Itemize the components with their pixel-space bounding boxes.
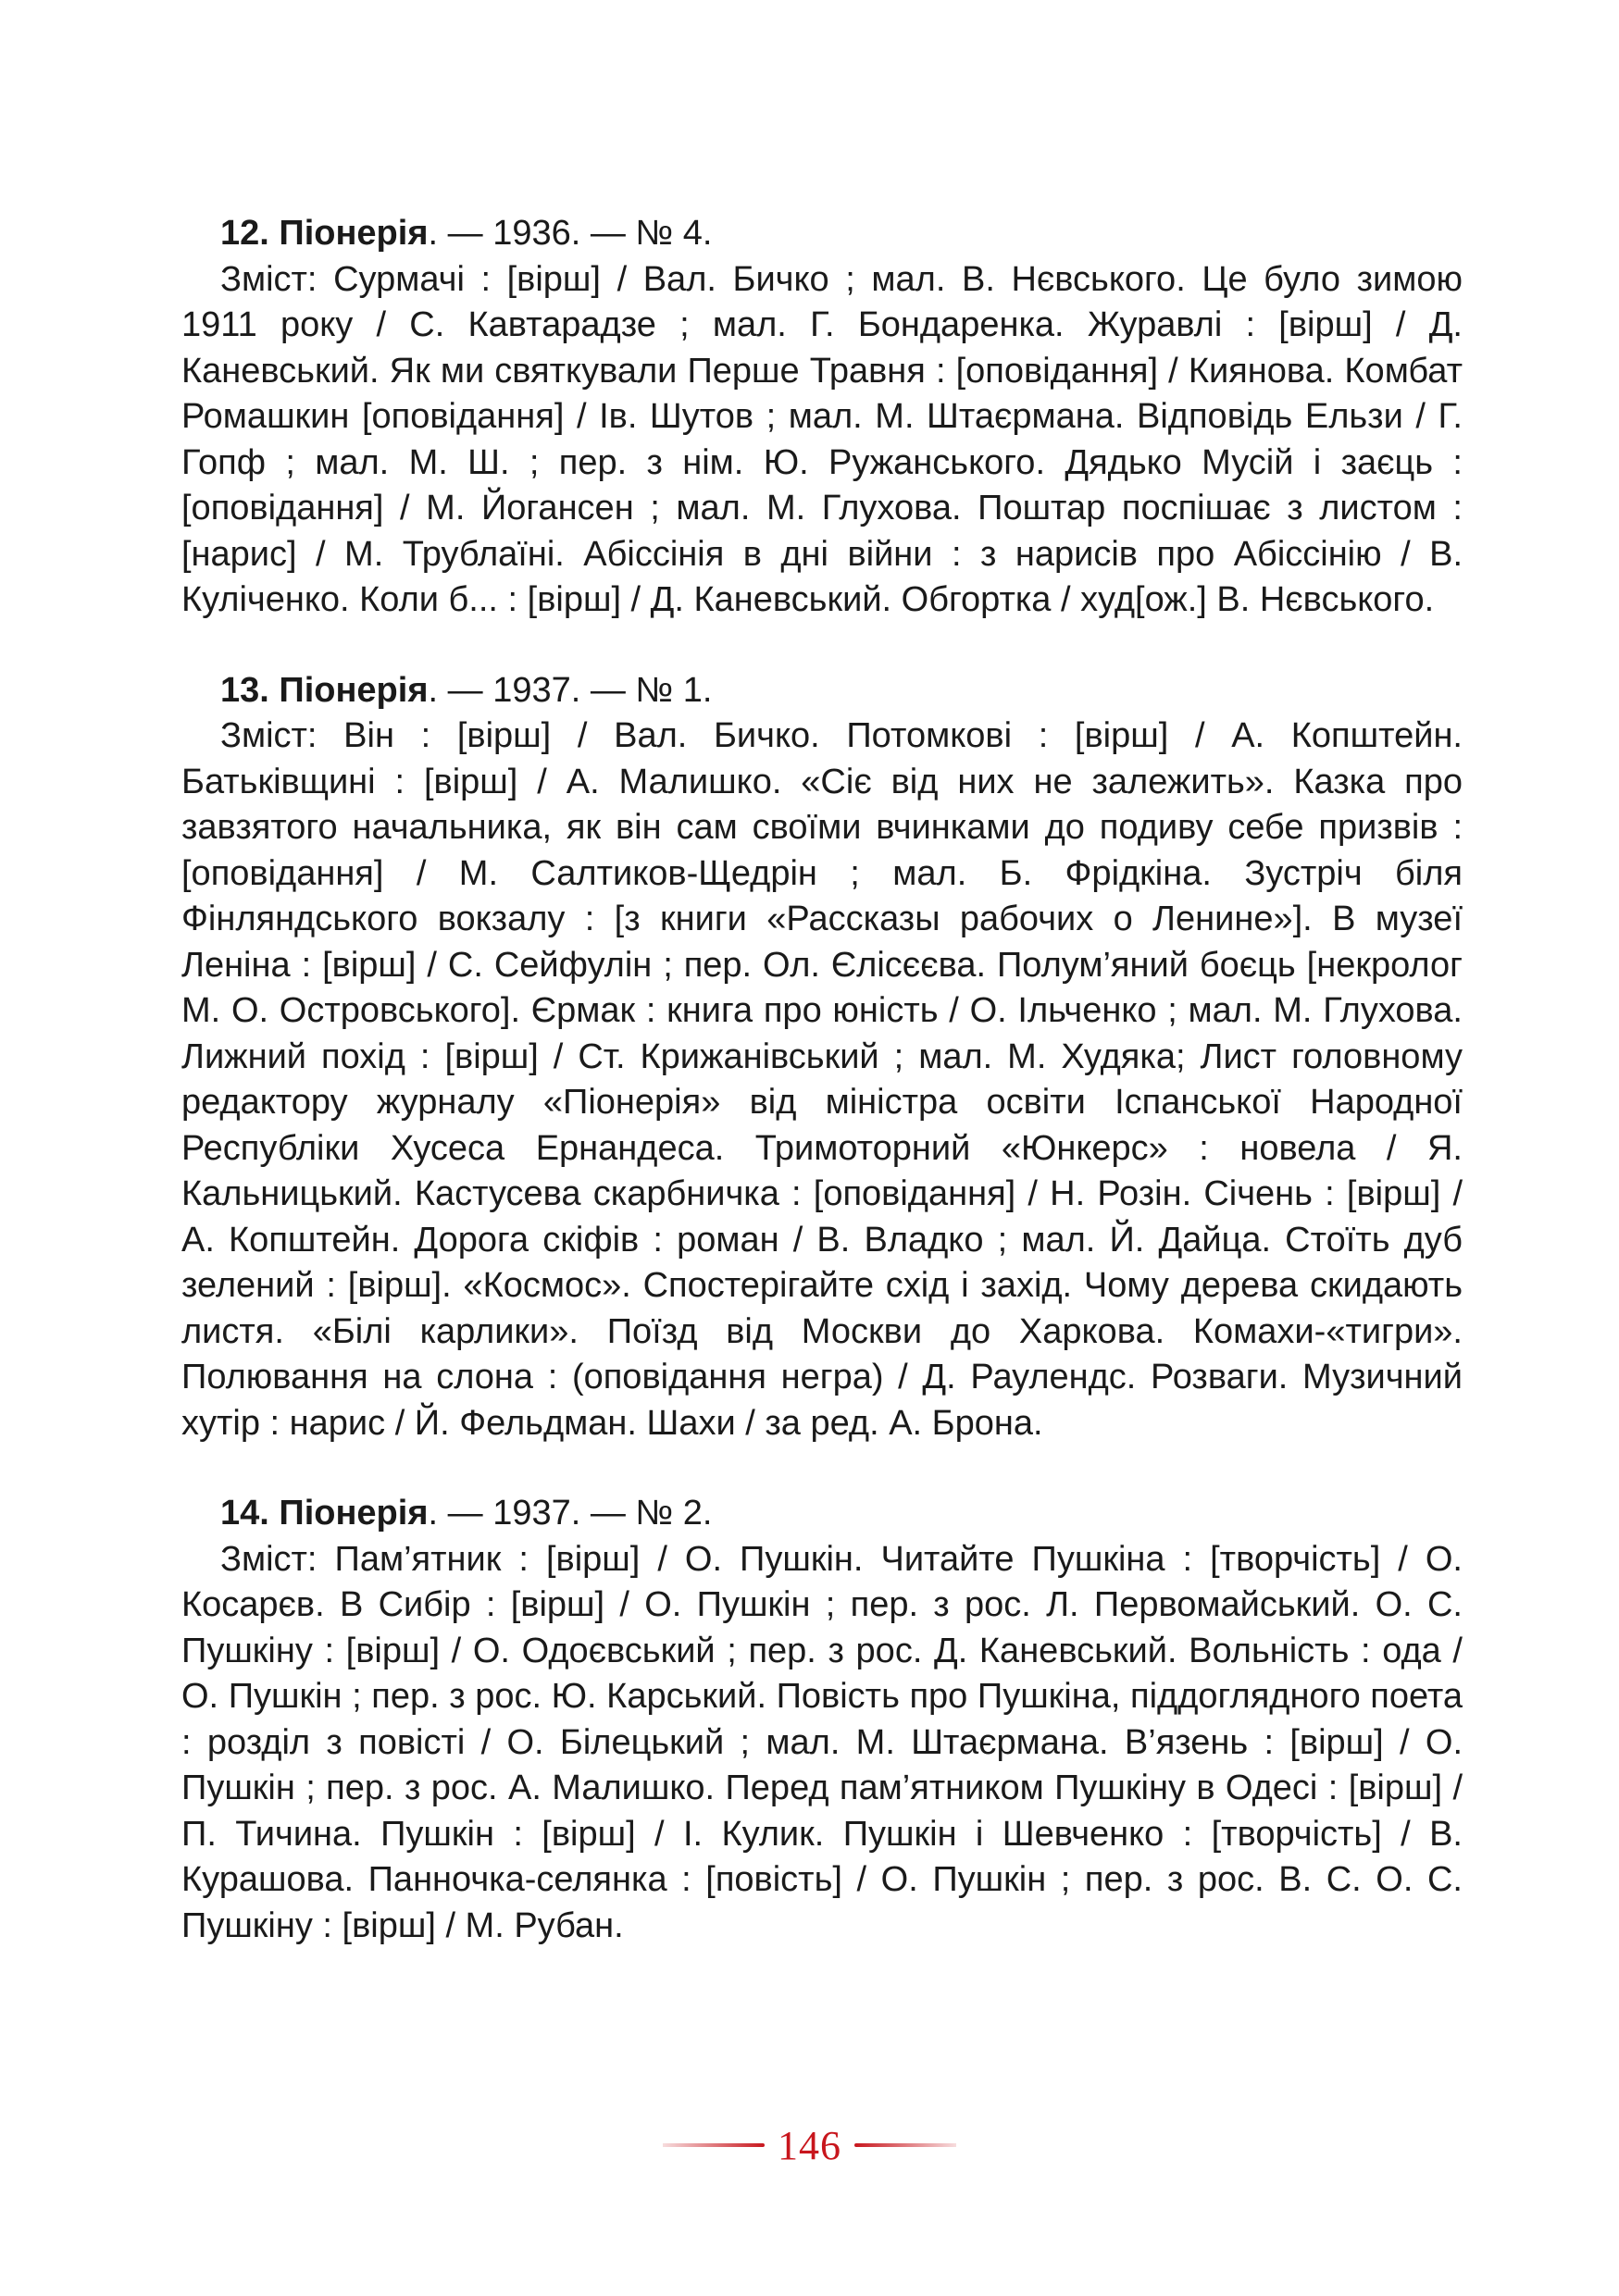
page-body xyxy=(181,211,1463,1993)
entry-number-title xyxy=(220,214,429,253)
entry-title: Піонерія xyxy=(279,670,429,710)
entry-number-title xyxy=(220,1494,429,1533)
bibliography-entry xyxy=(181,668,1463,1447)
entry-content: Зміст: Пам’ятник : [вірш] / О. Пушкін. Читайте Пушкіна : [творчість] / О. Косарєв. В Сибір : [вірш] / О. Пушкін ; пер. з рос. Л. Первомайський. О. С. Пушкіну : [вірш] / О. Одоєвський ; пер. з рос. Д. Каневський. Вольність : ода / О. Пушкін ; пер. з рос. Ю. Карський. Повість про Пушкіна, піддоглядного поета : розділ з повісті / О. Білецький ; мал. М. Штаєрмана. В’язень : [вірш] / О. Пушкін ; пер. з рос. А. Малишко. Перед пам’ятником Пушкіну в Одесі : [вірш] / П. Тичина. Пушкін : [вірш] / І. Кулик. Пушкін і Шевченко : [творчість] / В. Курашова. Панночка-селянка : [повість] / О. Пушкін ; пер. з рос. В. С. О. С. Пушкіну : [вірш] / М. Рубан. xyxy=(181,1539,1463,1945)
entry-heading xyxy=(181,1491,1463,1537)
entry-heading xyxy=(181,668,1463,714)
entry-content: Зміст: Він : [вірш] / Вал. Бичко. Потомкові : [вірш] / А. Копштейн. Батьківщині : [вірш] / А. Малишко. «Сіє від них не залежить». Казка про завзятого начальника, як він сам своїми вчинками до подиву себе призвів : [оповідання] / М. Салтиков-Щедрін ; мал. Б. Фрідкіна. Зустріч біля Фінляндського вокзалу : [з книги «Рассказы рабочих о Ленине»]. В музеї Леніна : [вірш] / С. Сейфулін ; пер. Ол. Єлісєєва. Полум’яний боєць [некролог М. О. Островського]. Єрмак : книга про юність / О. Ільченко ; мал. М. Глухова. Лижний похід : [вірш] / Ст. Крижанівський ; мал. М. Худяка; Лист головному редактору журналу «Піонерія» від міністра освіти Іспанської Народної Республіки Хусеса Ернандеса. Тримоторний «Юнкерс» : новела / Я. Кальницький. Кастусева скарбничка : [оповідання] / Н. Розін. Січень : [вірш] / А. Копштейн. Дорога скіфів : роман / В. Владко ; мал. Й. Дайца. Стоїть дуб зелений : [вірш]. «Космос». Спостерігайте схід і захід. Чому дерева скидають листя. «Білі карлики». Поїзд від Москви до Харкова. Комахи-«тигри». Полювання на слона : (оповідання негра) / Д. Раулендс. Розваги. Музичний хутір : нарис / Й. Фельдман. Шахи / за ред. А. Брона. xyxy=(181,716,1463,1443)
entry-number: 14. xyxy=(220,1494,269,1533)
entry-number: 13. xyxy=(220,670,269,710)
entry-number-title xyxy=(220,671,429,710)
entry-heading xyxy=(181,211,1463,257)
entry-meta: . — 1937. — № 2. xyxy=(428,1494,713,1533)
page-number: 146 xyxy=(778,2122,841,2168)
entry-title: Піонерія xyxy=(279,1494,429,1533)
bibliography-entry xyxy=(181,1491,1463,1949)
entry-title: Піонерія xyxy=(279,214,429,253)
entry-number: 12. xyxy=(220,214,269,253)
entry-content: Зміст: Сурмачі : [вірш] / Вал. Бичко ; мал. В. Нєвського. Це було зимою 1911 року / С. Кавтарадзе ; мал. Г. Бондаренка. Журавлі : [вірш] / Д. Каневський. Як ми святкували Перше Травня : [оповідання] / Киянова. Комбат Ромашкин [оповідання] / Ів. Шутов ; мал. М. Штаєрмана. Відповідь Ельзи / Г. Гопф ; мал. М. Ш. ; пер. з нім. Ю. Ружанського. Дядько Мусій і заєць : [оповідання] / М. Йогансен ; мал. М. Глухова. Поштар поспішає з листом : [нарис] / М. Трублаїні. Абіссінія в дні війни : з нарисів про Абіссінію / В. Куліченко. Коли б... : [вірш] / Д. Каневський. Обгортка / худ[ож.] В. Нєвського. xyxy=(181,259,1463,619)
page-folio xyxy=(0,2117,1619,2173)
entry-meta: . — 1936. — № 4. xyxy=(428,214,713,253)
folio-rule-left xyxy=(663,2143,765,2147)
folio-rule-right xyxy=(854,2143,956,2147)
bibliography-entry xyxy=(181,211,1463,624)
entry-meta: . — 1937. — № 1. xyxy=(428,670,713,710)
